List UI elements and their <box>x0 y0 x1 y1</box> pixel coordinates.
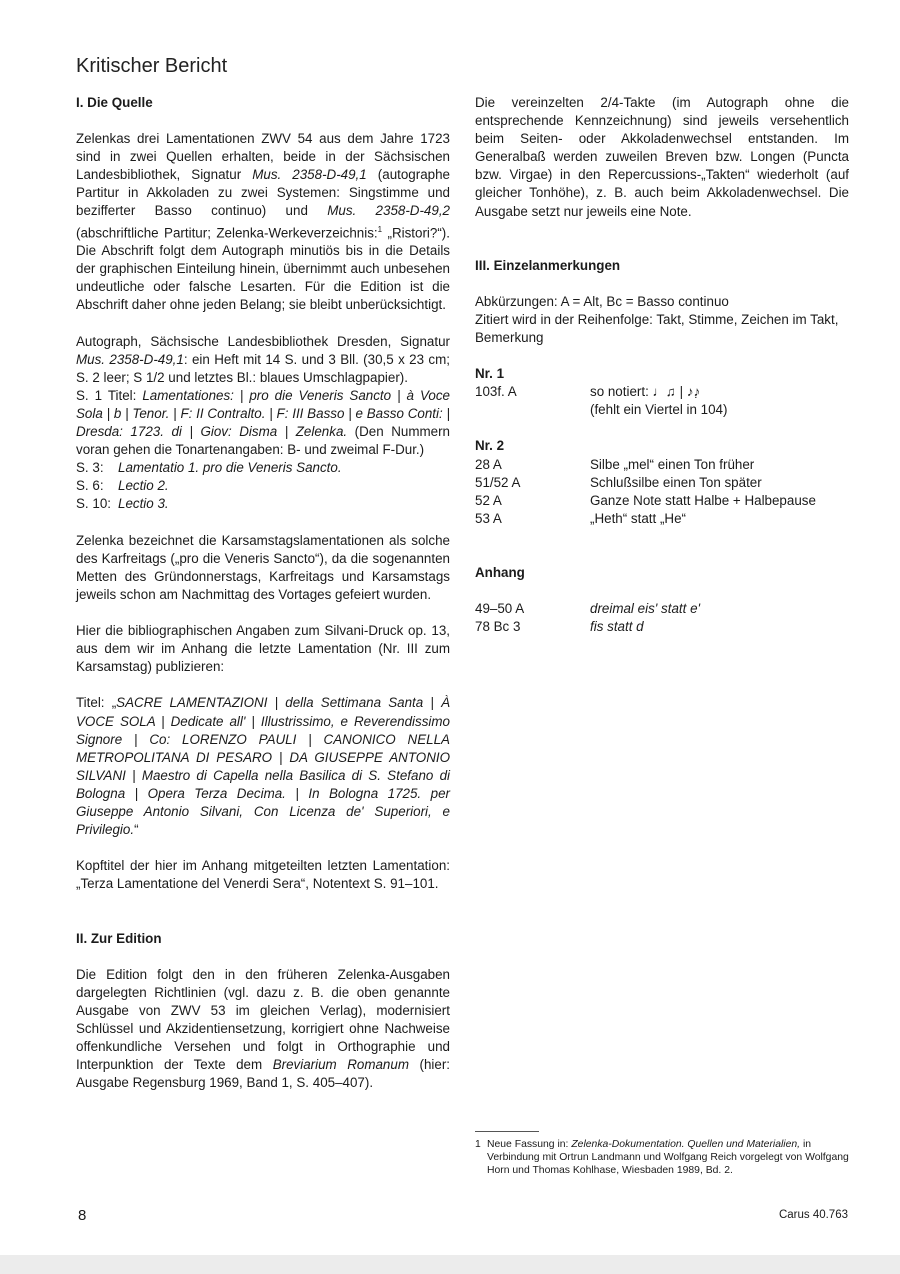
notes-table-anhang <box>475 600 849 636</box>
text: (hier: Ausgabe Regensburg 1969, Band 1, S. 405–407). <box>76 1057 451 1091</box>
note-text: Schlußsilbe einen Ton später <box>590 474 762 490</box>
note-location: 52 A <box>475 492 502 508</box>
page-ref-label: S. 3: <box>76 460 104 476</box>
text: „Ristori?“). Die Abschrift folgt dem Autograph minutiös bis in die Details der graphischen Einteilung hinein, übernimmt auch unbesehen undeutliche oder falsche Lesarten. Für die Edition ist die Abschrift daher ohne jeden Belang; sie bleibt unberücksichtigt. <box>76 225 450 313</box>
text: dreimal <box>590 600 638 616</box>
paragraph-silvani: Hier die bibliographischen Angaben zum Silvani-Druck op. 13, aus dem wir im Anhang die letzte Lamentation (Nr. III zum Karsamstag) publizieren: <box>76 623 450 675</box>
abbreviation-line: Abkürzungen: A = Alt, Bc = Basso continuo <box>475 293 729 309</box>
paragraph-autograph <box>76 333 450 514</box>
text: : ein Heft mit 14 S. und 3 Bll. (30,5 x 23 cm; S. 2 leer; S 1/2 und letztes Bl.: blaues Umschlagpapier). <box>76 351 450 385</box>
paragraph-takte: Die vereinzelten 2/4-Takte (im Autograph ohne die entsprechende Kennzeichnung) sind jeweils versehentlich beim Seiten- oder Akkoladenwechsel entstanden. Im Generalbaß werden zuweilen Breven bzw. Longen (Puncta bzw. Virgae) in den Repercussions-„Takten“ wiederholt (auf gleicher Tonhöhe), z. B. auch beim Akkoladenwechsel. Die Ausgabe setzt nur jeweils eine Note. <box>475 95 849 219</box>
note-location: 103f. A <box>475 384 517 400</box>
table-row <box>475 474 849 492</box>
pitch: d <box>636 619 644 635</box>
anhang-heading: Anhang <box>475 564 525 580</box>
footnote <box>475 1138 850 1178</box>
note-location: 49–50 A <box>475 600 525 616</box>
pitch: e' <box>690 600 701 616</box>
notes-table-nr1 <box>475 383 849 419</box>
text: Die Edition folgt den in den früheren Zelenka-Ausgaben dargelegten Richtlinien (vgl. dazu z. B. die oben genannte Ausgabe von ZWV 53 im gleichen Verlag), modernisiert Schlüssel und Akzidentiensetzung, korrigiert ohne Nachweise offenkundliche Versehen und folgt in Orthographie und Interpunktion der Texte dem <box>76 966 450 1073</box>
signature: Mus. 2358-D-49,1 <box>76 351 184 367</box>
table-row <box>475 600 849 618</box>
footnote-rule <box>475 1131 539 1132</box>
page-ref-label: S. 6: <box>76 478 104 494</box>
autograph-title: Lamentationes: | pro die Veneris Sancto | à Voce Sola | b | Tenor. | F: II Contralto. | F: III Basso | e Basso Conti: | Dresda: 1723. di | Giov: Disma | Zelenka. <box>76 387 450 440</box>
abbreviations <box>475 293 849 347</box>
paragraph-edition <box>76 966 450 1093</box>
page-ref-label: S. 10: <box>76 496 111 512</box>
right-column <box>475 94 849 636</box>
pitch: fis <box>590 619 604 635</box>
text: Autograph, Sächsische Landesbibliothek Dresden, Signatur <box>76 333 450 349</box>
note-text: Ganze Note statt Halbe + Halbepause <box>590 492 816 508</box>
text: (Den Nummern voran gehen die Tonartenangaben: B- und zweimal F-Dur.) <box>76 424 450 458</box>
note-text: „Heth“ statt „He“ <box>590 510 686 526</box>
note-line: so notiert: ♩♫ | ♪♪̣ <box>590 384 701 400</box>
table-row <box>475 456 849 474</box>
text: (autographe Partitur in Akkoladen zu zwei Systemen: Singstimme und bezifferter Basso continuo) und <box>76 167 451 219</box>
note-location: 51/52 A <box>475 474 521 490</box>
text: “ <box>134 822 139 838</box>
note-line: (fehlt ein Viertel in 104) <box>590 402 728 418</box>
citation-order: Zitiert wird in der Reihenfolge: Takt, Stimme, Zeichen im Takt, Bemerkung <box>475 311 839 345</box>
book-title: Zelenka-Dokumentation. Quellen und Materialien, <box>571 1139 801 1150</box>
text: (abschriftliche Partitur; Zelenka-Werkeverzeichnis: <box>76 225 378 241</box>
note-text <box>590 383 849 419</box>
signature: Mus. 2358-D-49,2 <box>327 203 450 219</box>
paragraph-karsamstag: Zelenka bezeichnet die Karsamstagslamentationen als solche des Karfreitags („pro die Veneris Sancto“), da die sogenannten Metten des Gründonnerstags, Karfreitags und Karsamstags jeweils schon am Nachmittag des Vortages gefeiert wurden. <box>76 532 450 602</box>
text: statt <box>603 619 637 635</box>
text: S. 1 Titel: <box>76 387 143 403</box>
page-title: Kritischer Bericht <box>76 55 228 77</box>
publisher-number: Carus 40.763 <box>778 1209 848 1221</box>
note-text <box>590 600 849 618</box>
table-row <box>475 383 849 419</box>
print-title: SACRE LAMENTAZIONI | della Settimana Santa | À VOCE SOLA | Dedicate all' | Illustrissimo, e Reverendissimo Signore | Co: LORENZO PAULI | CANONICO NELLA METROPOLITANA DI PESARO | DA GIUSEPPE ANTONIO SILVANI | Maestro di Capella nella Basilica di S. Stefano di Bologna | Opera Terza Decima. | In Bologna 1725. per Giuseppe Antonio Silvani, Con Licenza de' Superiori, e Privilegio. <box>76 695 450 838</box>
paragraph-sources <box>76 130 450 314</box>
section-heading-einzelanmerkungen: III. Einzelanmerkungen <box>475 257 621 273</box>
note-text <box>590 618 849 636</box>
pitch: eis' <box>637 600 658 616</box>
note-text: Silbe „mel“ einen Ton früher <box>590 456 755 472</box>
footnote-mark: 1 <box>475 1139 481 1150</box>
page-number: 8 <box>78 1207 87 1224</box>
notes-table-nr2 <box>475 456 849 528</box>
text: Zelenkas drei Lamentationen ZWV 54 aus dem Jahre 1723 sind in zwei Quellen erhalten, beide in der Sächsischen Landesbibliothek, Signatur <box>76 131 450 183</box>
note-location: 53 A <box>475 510 502 526</box>
number-heading: Nr. 2 <box>475 438 505 454</box>
footnote-text <box>487 1138 849 1178</box>
page-ref-text: Lamentatio 1. pro die Veneris Sancto. <box>118 460 342 476</box>
section-heading-edition: II. Zur Edition <box>76 930 162 946</box>
page-ref <box>76 495 450 513</box>
table-row <box>475 510 849 528</box>
note-location: 28 A <box>475 456 502 472</box>
paragraph-kopftitel: Kopftitel der hier im Anhang mitgeteilten letzten Lamentation: „Terza Lamentatione del Venerdi Sera“, Notentext S. 91–101. <box>76 858 450 892</box>
footnote-marker: 1 <box>377 224 383 234</box>
section-heading-quelle: I. Die Quelle <box>76 95 153 110</box>
page-ref-text: Lectio 2. <box>118 478 169 494</box>
note-location: 78 Bc 3 <box>475 619 521 635</box>
signature: Mus. 2358-D-49,1 <box>252 167 367 183</box>
page-ref-text: Lectio 3. <box>118 496 169 512</box>
text: Neue Fassung in: <box>487 1139 572 1150</box>
text: statt <box>657 600 691 616</box>
left-column <box>76 94 450 1110</box>
page-ref <box>76 477 450 495</box>
table-row <box>475 492 849 510</box>
text: Titel: „ <box>76 695 117 711</box>
text: in Verbindung mit Ortrun Landmann und Wolfgang Reich vorgelegt von Wolfgang Horn und Thomas Kohlhase, Wiesbaden 1989, Bd. 2. <box>487 1139 849 1177</box>
breviarium: Breviarium Romanum <box>272 1057 409 1073</box>
paragraph-silvani-title <box>76 694 450 839</box>
page-ref <box>76 459 450 477</box>
table-row <box>475 618 849 636</box>
number-heading: Nr. 1 <box>475 366 505 382</box>
